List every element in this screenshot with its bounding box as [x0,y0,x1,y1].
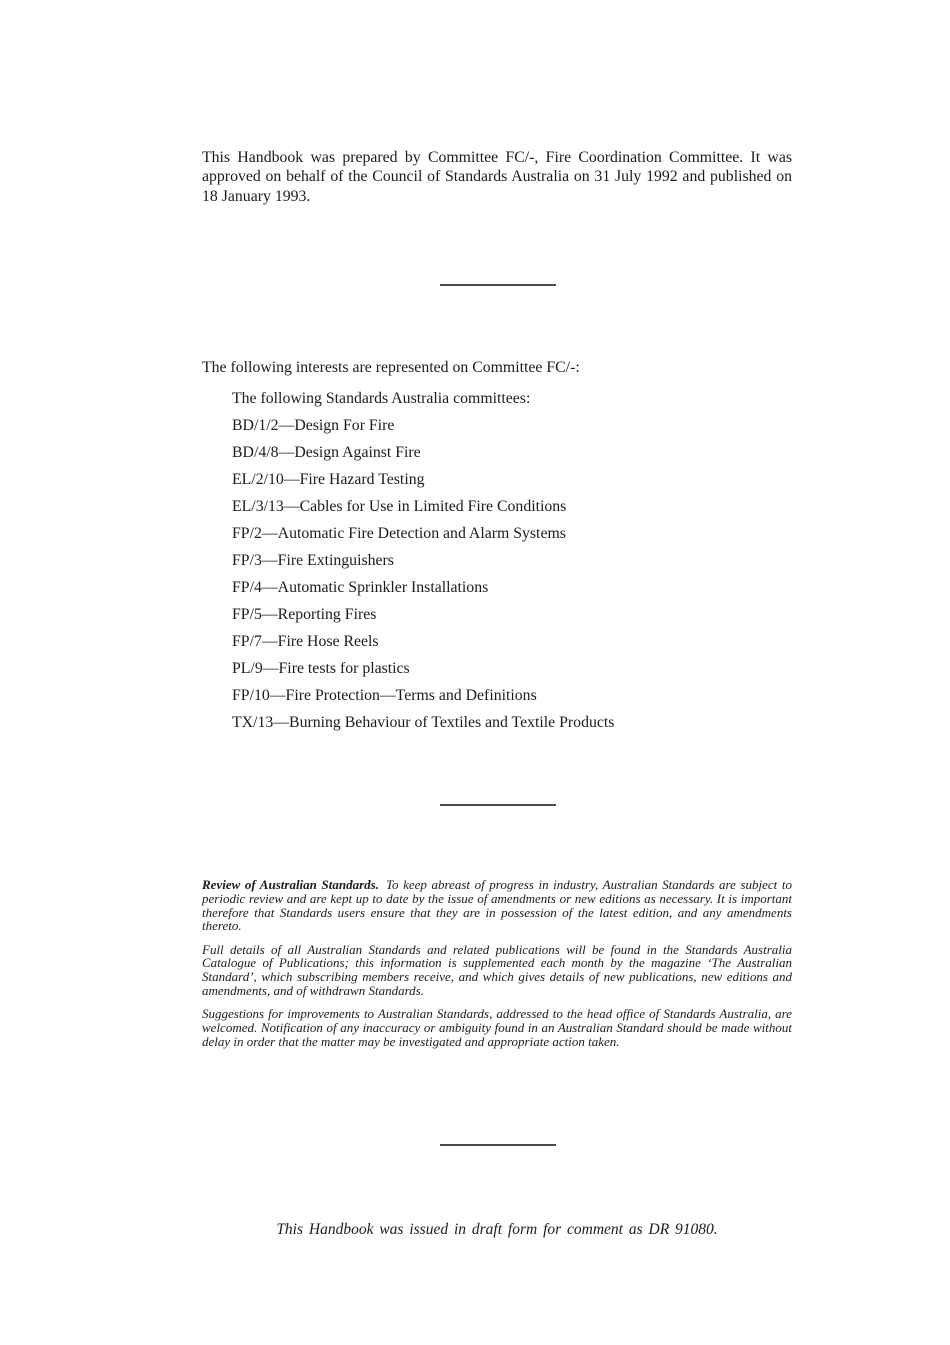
review-lead: Review of Australian Standards. [202,877,379,892]
committee-list-item: TX/13—Burning Behaviour of Textiles and Textile Products [232,714,615,731]
committee-list-item: FP/4—Automatic Sprinkler Installations [232,579,489,596]
committee-list-item: FP/7—Fire Hose Reels [232,633,379,650]
committee-list-item: FP/3—Fire Extinguishers [232,552,394,569]
review-paragraph [202,878,792,933]
section-divider-middle [440,804,556,806]
section-divider-bottom [440,1144,556,1146]
committee-list-item: EL/2/10—Fire Hazard Testing [232,471,425,488]
section-divider-top [440,284,556,286]
draft-note: This Handbook was issued in draft form for comment as DR 91080. [276,1221,718,1238]
review-paragraph: Full details of all Australian Standards and related publications will be found in the Standards Australia Catalogue of Publications; this information is supplemented each month by the magazine ‘The Australian Standard’, which subscribing members receive, and which gives details of new publications, new editions and amendments, and of withdrawn Standards. [202,941,792,999]
committee-list-item: FP/2—Automatic Fire Detection and Alarm Systems [232,525,566,542]
committee-list-subheading: The following Standards Australia committees: [232,390,531,407]
review-paragraph: Suggestions for improvements to Australian Standards, addressed to the head office of Standards Australia, are welcomed. Notification of any inaccuracy or ambiguity found in an Australian Standard should be made without delay in order that the matter may be investigated and appropriate action taken. [202,1006,792,1049]
review-notes-section [202,878,792,1058]
committee-list-item: BD/4/8—Design Against Fire [232,444,421,461]
committee-list-item: FP/10—Fire Protection—Terms and Definitions [232,687,537,704]
committee-list-item: EL/3/13—Cables for Use in Limited Fire Conditions [232,498,567,515]
interests-heading: The following interests are represented on Committee FC/-: [202,359,580,376]
committee-list-item: FP/5—Reporting Fires [232,606,377,623]
committee-list-item: PL/9—Fire tests for plastics [232,660,410,677]
committee-list-item: BD/1/2—Design For Fire [232,417,395,434]
intro-paragraph: This Handbook was prepared by Committee FC/-, Fire Coordination Committee. It was approved on behalf of the Council of Standards Australia on 31 July 1992 and published on 18 January 1993. [202,148,792,205]
review-paragraph-text: To keep abreast of progress in industry, Australian Standards are subject to periodic review and are kept up to date by the issue of amendments or new editions as necessary. It is important therefore that Standards users ensure that they are in possession of the latest edition, and any amendments thereto. [202,877,792,934]
committee-list [232,385,792,736]
